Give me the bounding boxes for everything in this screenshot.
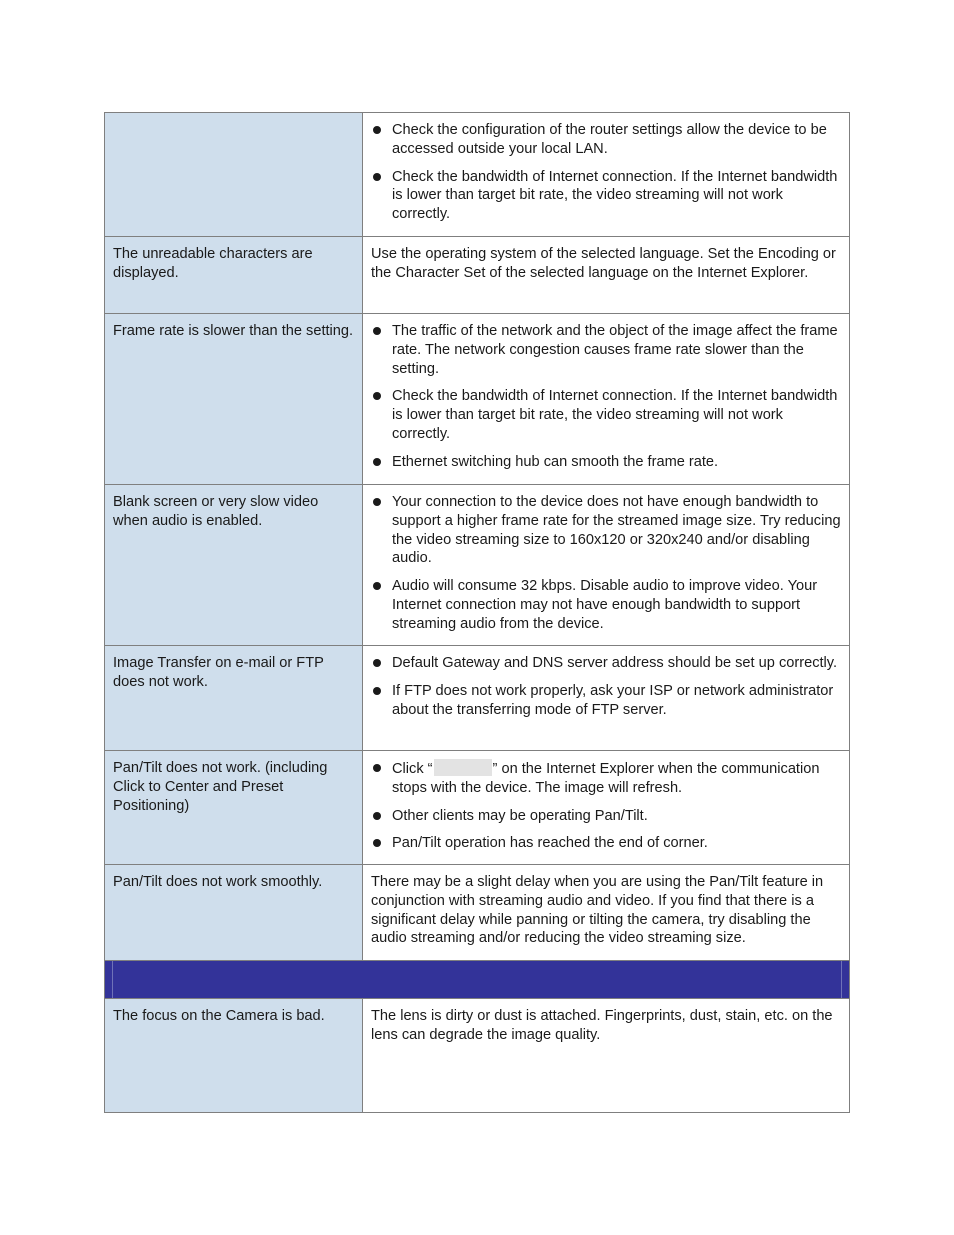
problem-cell bbox=[105, 865, 363, 960]
solution-cell bbox=[363, 113, 849, 236]
solution-list bbox=[371, 654, 841, 719]
bullet-icon bbox=[373, 812, 381, 820]
list-item: Other clients may be operating Pan/Tilt. bbox=[371, 807, 841, 826]
solution-cell bbox=[363, 485, 849, 645]
bullet-icon bbox=[373, 687, 381, 695]
bullet-icon bbox=[373, 582, 381, 590]
divider bbox=[112, 961, 113, 998]
solution-cell bbox=[363, 999, 849, 1112]
divider bbox=[841, 961, 842, 998]
list-item: Check the bandwidth of Internet connection. If the Internet bandwidth is lower than target bit rate, the video streaming will not work correctly. bbox=[371, 168, 841, 224]
solution-cell bbox=[363, 237, 849, 313]
bullet-icon bbox=[373, 392, 381, 400]
table-row bbox=[105, 484, 849, 645]
solution-cell bbox=[363, 865, 849, 960]
bullet-icon bbox=[373, 764, 381, 772]
problem-text: Pan/Tilt does not work smoothly. bbox=[113, 874, 323, 890]
problem-text: Frame rate is slower than the setting. bbox=[113, 323, 354, 339]
solution-cell bbox=[363, 314, 849, 484]
table-row bbox=[105, 998, 849, 1112]
solution-text: The lens is dirty or dust is attached. Fingerprints, dust, stain, etc. on the lens can degrade the image quality. bbox=[371, 1008, 833, 1043]
list-item: Default Gateway and DNS server address should be set up correctly. bbox=[371, 654, 841, 673]
solution-list bbox=[371, 759, 841, 853]
table-row bbox=[105, 864, 849, 960]
problem-text: The focus on the Camera is bad. bbox=[113, 1008, 325, 1024]
table-row bbox=[105, 236, 849, 313]
solution-text: There may be a slight delay when you are using the Pan/Tilt feature in conjunction with streaming audio and video. If you find that there is a significant delay while panning or tilting the camera, try disabling the audio streaming and/or reducing the video streaming size. bbox=[371, 874, 824, 947]
bullet-icon bbox=[373, 839, 381, 847]
section-header-bar bbox=[105, 960, 849, 998]
table-row bbox=[105, 113, 849, 236]
list-item: Your connection to the device does not have enough bandwidth to support a higher frame rate for the streamed image size. Try reducing the video streaming size to 160x120 or 320x240 and/or disabling audio. bbox=[371, 493, 841, 568]
table-row bbox=[105, 313, 849, 484]
table-row bbox=[105, 645, 849, 750]
solution-cell bbox=[363, 646, 849, 750]
problem-cell bbox=[105, 751, 363, 864]
solution-list bbox=[371, 493, 841, 634]
bullet-icon bbox=[373, 498, 381, 506]
problem-cell bbox=[105, 237, 363, 313]
bullet-icon bbox=[373, 659, 381, 667]
troubleshooting-table bbox=[104, 112, 850, 1113]
bullet-icon bbox=[373, 173, 381, 181]
list-item: Ethernet switching hub can smooth the frame rate. bbox=[371, 453, 841, 472]
solution-list bbox=[371, 322, 841, 472]
list-item: If FTP does not work properly, ask your ISP or network administrator about the transferring mode of FTP server. bbox=[371, 682, 841, 720]
list-item: Check the configuration of the router settings allow the device to be accessed outside your local LAN. bbox=[371, 121, 841, 159]
problem-cell bbox=[105, 113, 363, 236]
list-item: Pan/Tilt operation has reached the end of corner. bbox=[371, 834, 841, 853]
problem-cell bbox=[105, 485, 363, 645]
refresh-button-image bbox=[434, 759, 492, 776]
problem-cell bbox=[105, 646, 363, 750]
problem-cell bbox=[105, 999, 363, 1112]
problem-text: Image Transfer on e-mail or FTP does not work. bbox=[113, 655, 324, 690]
bullet-icon bbox=[373, 458, 381, 466]
problem-text: Blank screen or very slow video when audio is enabled. bbox=[113, 494, 319, 529]
list-item: Click “ ” on the Internet Explorer when the communication stops with the device. The image will refresh. bbox=[371, 759, 841, 798]
solution-list bbox=[371, 121, 841, 224]
problem-cell bbox=[105, 314, 363, 484]
solution-cell bbox=[363, 751, 849, 864]
solution-text: Use the operating system of the selected language. Set the Encoding or the Character Set of the selected language on the Internet Explorer. bbox=[371, 246, 836, 281]
problem-text: Pan/Tilt does not work. (including Click to Center and Preset Positioning) bbox=[113, 760, 328, 814]
list-item: The traffic of the network and the object of the image affect the frame rate. The network congestion causes frame rate slower than the setting. bbox=[371, 322, 841, 378]
bullet-icon bbox=[373, 327, 381, 335]
table-row bbox=[105, 750, 849, 864]
list-item: Audio will consume 32 kbps. Disable audio to improve video. Your Internet connection may not have enough bandwidth to support streaming audio from the device. bbox=[371, 577, 841, 633]
bullet-icon bbox=[373, 126, 381, 134]
problem-text: The unreadable characters are displayed. bbox=[113, 246, 313, 281]
list-item: Check the bandwidth of Internet connection. If the Internet bandwidth is lower than target bit rate, the video streaming will not work correctly. bbox=[371, 387, 841, 443]
